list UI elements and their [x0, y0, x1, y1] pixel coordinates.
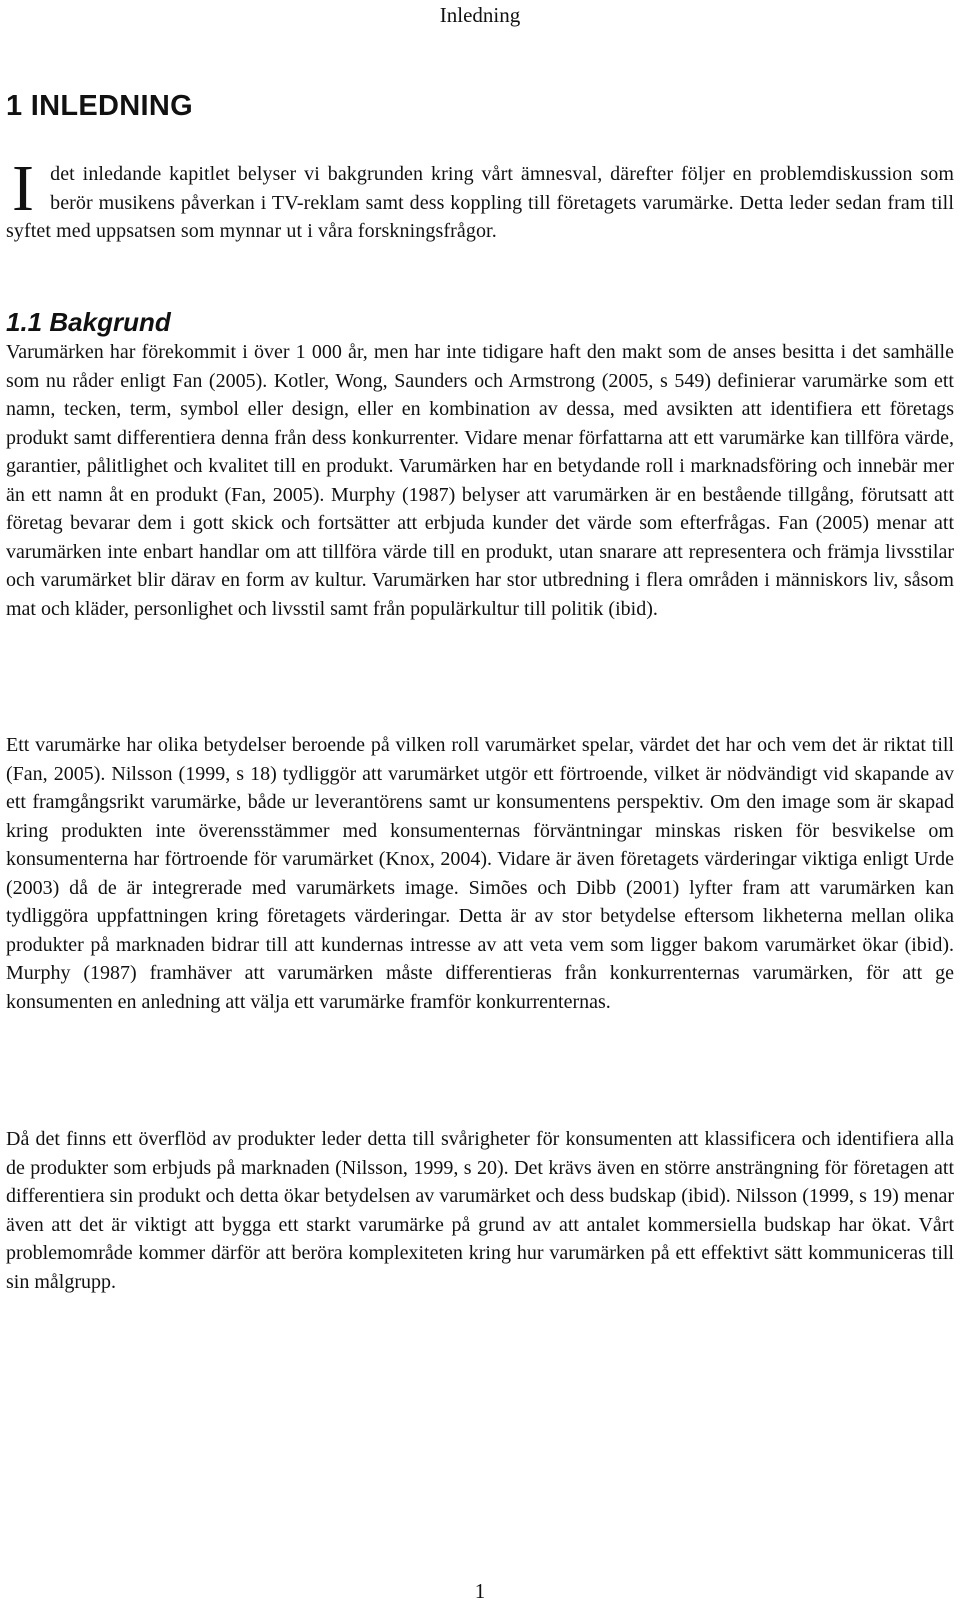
body-paragraph-1: Varumärken har förekommit i över 1 000 år, men har inte tidigare haft den makt som de anses besitta i det samhälle som nu råder enligt Fan (2005). Kotler, Wong, Saunders och Armstrong (2005, s 549) definierar varumärke som ett namn, tecken, term, symbol eller design, eller en kombination av dessa, med avsikten att identifiera ett företags produkt samt differentiera denna från dess konkurrenter. Vidare menar författarna att ett varumärke kan tillföra värde, garantier, pålitlighet och kvalitet till en produkt. Varumärken har en betydande roll i marknadsföring och innebär mer än ett namn åt en produkt (Fan, 2005). Murphy (1987) belyser att varumärken är en bestående tillgång, förutsatt att företag bevarar dem i gott skick och fortsätter att erbjuda kunder det värde som efterfrågas. Fan (2005) menar att varumärken inte enbart handlar om att tillföra värde till en produkt, utan snarare att representera och främja livsstilar och varumärket blir därav en form av kultur. Varumärken har stor utbredning i flera områden i människors liv, såsom mat och kläder, personlighet och livsstil samt från populärkultur till politik (ibid). [6, 341, 954, 620]
section-title: 1.1 Bakgrund [6, 307, 171, 337]
chapter-title: 1 INLEDNING [6, 90, 193, 122]
page-number: 1 [474, 1579, 486, 1603]
body-paragraph-3: Då det finns ett överflöd av produkter leder detta till svårigheter för konsumenten att klassificera och identifiera alla de produkter som erbjuds på marknaden (Nilsson, 1999, s 20). Det krävs även en större ansträngning för företagen att differentiera sin produkt och detta ökar betydelsen av varumärket och dess budskap (ibid). Nilsson (1999, s 19) menar även att det är viktigt att bygga ett starkt varumärke på grund av att antalet kommersiella budskap har ökat. Vårt problemområde kommer därför att beröra komplexiteten kring hur varumärken på ett effektivt sätt kommuniceras till sin målgrupp. [6, 1128, 954, 1293]
chapter-intro [6, 152, 954, 246]
drop-cap: I [12, 152, 35, 225]
body-paragraph-2: Ett varumärke har olika betydelser beroende på vilken roll varumärket spelar, värdet det har och vem det är riktat till (Fan, 2005). Nilsson (1999, s 18) tydliggör att varumärket utgör ett förtroende, vilket är nödvändigt vid skapande av ett framgångsrikt varumärke, både ur leverantörens samt ur konsumentens perspektiv. Om den image som är skapad kring produkten inte överensstämmer med konsumenternas förväntningar minskas risken för besvikelse om konsumenterna har förtroende för varumärket (Knox, 2004). Vidare är även företagets värderingar viktiga enligt Urde (2003) då de är integrerade med varumärkets image. Simões och Dibb (2001) lyfter fram att varumärken kan tydliggöra uppfattningen kring företagets värderingar. Detta är av stor betydelse eftersom likheterna mellan olika produkter på marknaden bidrar till att kundernas intresse av att veta vem som ligger bakom varumärket ökar (ibid). Murphy (1987) framhäver att varumärken måste differentieras från konkurrenternas varumärken, för att ge konsumenten en anledning att välja ett varumärke framför konkurrenternas. [6, 734, 954, 1013]
intro-text: det inledande kapitlet belyser vi bakgrunden kring vårt ämnesval, därefter följer en problemdiskussion som berör musikens påverkan i TV-reklam samt dess koppling till företagets varumärke. Detta leder sedan fram till syftet med uppsatsen som mynnar ut i våra forskningsfrågor. [6, 163, 954, 242]
running-header: Inledning [439, 3, 521, 27]
